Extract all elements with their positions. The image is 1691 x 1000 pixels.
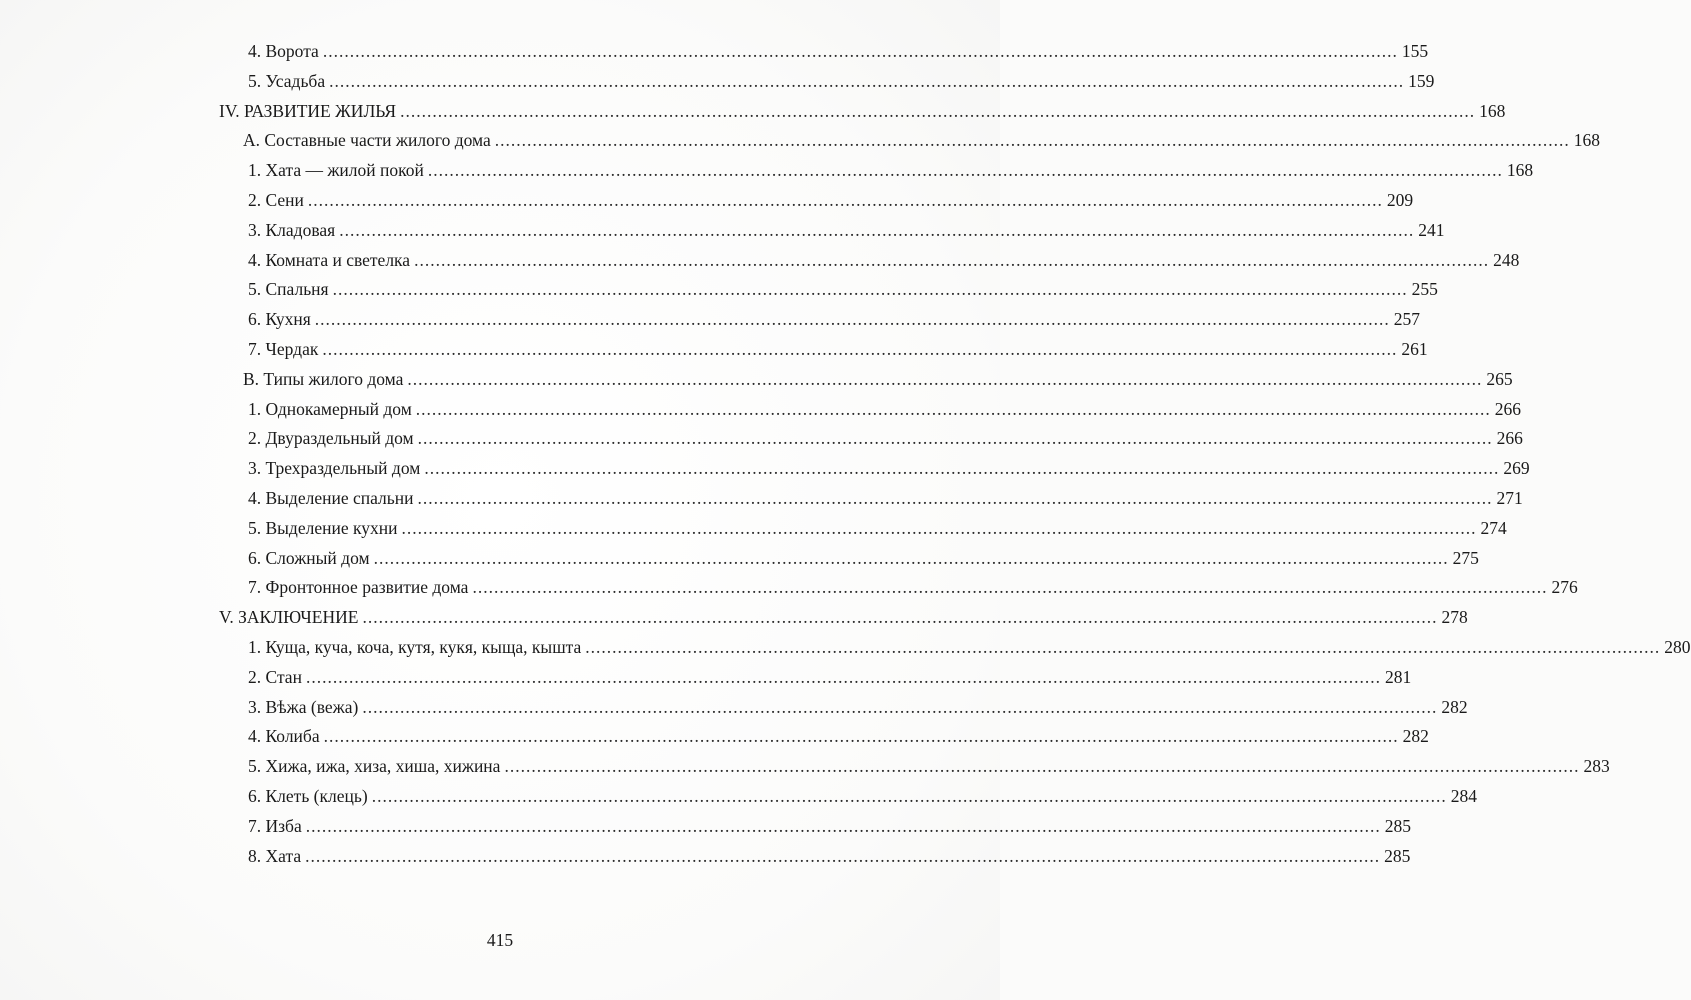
toc-entry bbox=[248, 428, 1523, 452]
toc-entry bbox=[248, 160, 1534, 184]
toc-entry-page: 283 bbox=[1583, 756, 1610, 777]
toc-entry-title: 1. Куща, куча, коча, кутя, кукя, кыща, кышта bbox=[248, 637, 582, 657]
toc-entry bbox=[219, 607, 1468, 631]
toc-entry-title: 4. Колиба bbox=[248, 726, 320, 747]
toc-entry bbox=[248, 845, 1411, 870]
toc-leader-dots: ........................................................................................................................................................................................................ bbox=[417, 488, 1493, 508]
toc-entry-page: 241 bbox=[1418, 219, 1445, 240]
toc-entry bbox=[248, 219, 1445, 244]
toc-entry bbox=[248, 190, 1414, 214]
toc-leader-dots: ........................................................................................................................................................................................................ bbox=[329, 70, 1405, 91]
toc-entry bbox=[248, 41, 1429, 65]
toc-entry-title: 5. Усадьба bbox=[248, 70, 326, 91]
toc-entry bbox=[248, 458, 1530, 482]
toc-entry-title: 7. Фронтонное развитие дома bbox=[248, 577, 469, 598]
toc-leader-dots: ........................................................................................................................................................................................................ bbox=[472, 577, 1548, 598]
toc-entry bbox=[248, 398, 1522, 423]
toc-entry-page: 276 bbox=[1551, 577, 1578, 598]
toc-leader-dots: ........................................................................................................................................................................................................ bbox=[322, 339, 1398, 359]
toc-entry bbox=[248, 339, 1428, 363]
toc-leader-dots: ........................................................................................................................................................................................................ bbox=[400, 100, 1476, 121]
toc-leader-dots: ........................................................................................................................................................................................................ bbox=[362, 607, 1438, 628]
toc-leader-dots: ........................................................................................................................................................................................................ bbox=[371, 786, 1447, 806]
toc-entry-page: 278 bbox=[1441, 607, 1468, 628]
toc-entry-title: 3. Кладовая bbox=[248, 219, 336, 240]
toc-entry-title: 4. Комната и светелка bbox=[248, 249, 411, 270]
toc-entry bbox=[248, 547, 1479, 572]
toc-entry-title: IV. РАЗВИТИЕ ЖИЛЬЯ bbox=[219, 100, 397, 121]
toc-leader-dots: ........................................................................................................................................................................................................ bbox=[322, 41, 1398, 61]
toc-entry-title: 7. Изба bbox=[248, 815, 302, 836]
toc-entry bbox=[243, 130, 1600, 154]
toc-entry bbox=[248, 249, 1520, 274]
page-number: 415 bbox=[486, 930, 514, 950]
toc-entry-page: 159 bbox=[1408, 70, 1435, 91]
toc-entry-title: 6. Кухня bbox=[248, 309, 311, 330]
toc-entry-page: 282 bbox=[1402, 726, 1429, 747]
toc-entry bbox=[248, 756, 1610, 780]
toc-leader-dots: ........................................................................................................................................................................................................ bbox=[427, 160, 1503, 181]
toc-leader-dots: ........................................................................................................................................................................................................ bbox=[373, 547, 1449, 568]
toc-leader-dots: ........................................................................................................................................................................................................ bbox=[323, 726, 1399, 747]
toc-entry-title: 4. Ворота bbox=[248, 41, 319, 61]
toc-entry-title: 2. Сени bbox=[248, 190, 304, 210]
toc-leader-dots: ........................................................................................................................................................................................................ bbox=[305, 845, 1381, 866]
toc-entry-page: 265 bbox=[1486, 368, 1513, 389]
toc-entry-page: 284 bbox=[1450, 786, 1477, 806]
toc-entry bbox=[248, 309, 1421, 333]
toc-entry-title: 1. Однокамерный дом bbox=[248, 398, 412, 419]
toc-entry-page: 257 bbox=[1393, 309, 1421, 330]
toc-entry-title: В. Типы жилого дома bbox=[243, 368, 404, 389]
toc-entry-page: 280 bbox=[1664, 637, 1691, 657]
toc-entry-title: 5. Спальня bbox=[248, 279, 329, 300]
toc-entry-title: 6. Сложный дом bbox=[248, 547, 370, 568]
toc-leader-dots: ........................................................................................................................................................................................................ bbox=[305, 666, 1381, 687]
toc-leader-dots: ........................................................................................................................................................................................................ bbox=[332, 279, 1408, 300]
toc-entry-title: 5. Выделение кухни bbox=[248, 517, 398, 538]
toc-entry-title: 7. Чердак bbox=[248, 339, 319, 359]
toc-entry-title: 1. Хата — жилой покой bbox=[248, 160, 424, 181]
toc-entry-page: 269 bbox=[1503, 458, 1530, 479]
toc-entry-title: 5. Хижа, ижа, хиза, хиша, хижина bbox=[248, 756, 501, 777]
toc-entry-page: 275 bbox=[1452, 547, 1479, 568]
toc-leader-dots: ........................................................................................................................................................................................................ bbox=[414, 249, 1490, 270]
toc-entry-page: 155 bbox=[1401, 41, 1429, 61]
toc-entry-title: 2. Стан bbox=[248, 666, 302, 687]
toc-leader-dots: ........................................................................................................................................................................................................ bbox=[424, 458, 1500, 479]
toc-entry-page: 168 bbox=[1479, 100, 1506, 121]
toc-entry-page: 271 bbox=[1496, 488, 1523, 508]
toc-leader-dots: ........................................................................................................................................................................................................ bbox=[307, 190, 1383, 210]
toc-entry-page: 261 bbox=[1401, 339, 1428, 359]
toc-entry-title: 3. Вѣжа (вежа) bbox=[248, 696, 359, 717]
toc-entry-page: 266 bbox=[1496, 428, 1523, 449]
toc-entry-page: 285 bbox=[1384, 845, 1411, 866]
toc-entry-page: 248 bbox=[1493, 249, 1520, 270]
toc-entry bbox=[248, 517, 1507, 542]
toc-entry bbox=[248, 637, 1691, 661]
toc-entry bbox=[219, 100, 1506, 125]
toc-leader-dots: ........................................................................................................................................................................................................ bbox=[417, 428, 1493, 449]
toc-entry bbox=[243, 368, 1513, 393]
toc-leader-dots: ........................................................................................................................................................................................................ bbox=[401, 517, 1477, 538]
toc-entry bbox=[248, 70, 1435, 95]
toc-entry bbox=[248, 696, 1468, 721]
toc-entry-title: А. Составные части жилого дома bbox=[243, 130, 491, 151]
toc-entry-page: 209 bbox=[1386, 190, 1414, 210]
toc-entry-title: 2. Двураздельный дом bbox=[248, 428, 414, 449]
toc-leader-dots: ........................................................................................................................................................................................................ bbox=[339, 219, 1415, 240]
toc-entry bbox=[248, 577, 1578, 601]
toc-entry-page: 281 bbox=[1384, 666, 1412, 687]
toc-entry bbox=[248, 815, 1411, 840]
toc-entry-title: 4. Выделение спальни bbox=[248, 488, 414, 508]
toc-entry-page: 285 bbox=[1384, 815, 1411, 836]
toc-entry-title: 3. Трехраздельный дом bbox=[248, 458, 421, 479]
toc-entry bbox=[248, 488, 1523, 512]
toc-entry bbox=[248, 666, 1412, 691]
toc-entry-title: V. ЗАКЛЮЧЕНИЕ bbox=[219, 607, 359, 628]
toc-leader-dots: ........................................................................................................................................................................................................ bbox=[585, 637, 1661, 657]
toc-entry-page: 274 bbox=[1480, 517, 1507, 538]
toc-entry-page: 255 bbox=[1411, 279, 1438, 300]
toc-entry bbox=[248, 786, 1477, 810]
toc-entry bbox=[248, 726, 1429, 750]
toc-leader-dots: ........................................................................................................................................................................................................ bbox=[504, 756, 1580, 777]
toc-leader-dots: ........................................................................................................................................................................................................ bbox=[494, 130, 1570, 151]
toc-leader-dots: ........................................................................................................................................................................................................ bbox=[305, 815, 1381, 836]
toc-entry bbox=[248, 279, 1438, 303]
toc-entry-title: 8. Хата bbox=[248, 845, 302, 866]
toc-entry-page: 266 bbox=[1494, 398, 1522, 419]
toc-entry-page: 282 bbox=[1441, 696, 1468, 717]
toc-leader-dots: ........................................................................................................................................................................................................ bbox=[407, 368, 1483, 389]
toc-leader-dots: ........................................................................................................................................................................................................ bbox=[314, 309, 1390, 330]
toc-leader-dots: ........................................................................................................................................................................................................ bbox=[362, 696, 1438, 717]
toc-leader-dots: ........................................................................................................................................................................................................ bbox=[415, 398, 1491, 419]
toc-entry-page: 168 bbox=[1506, 160, 1534, 181]
toc-entry-title: 6. Клеть (клець) bbox=[248, 786, 368, 806]
toc-entry-page: 168 bbox=[1573, 130, 1600, 151]
